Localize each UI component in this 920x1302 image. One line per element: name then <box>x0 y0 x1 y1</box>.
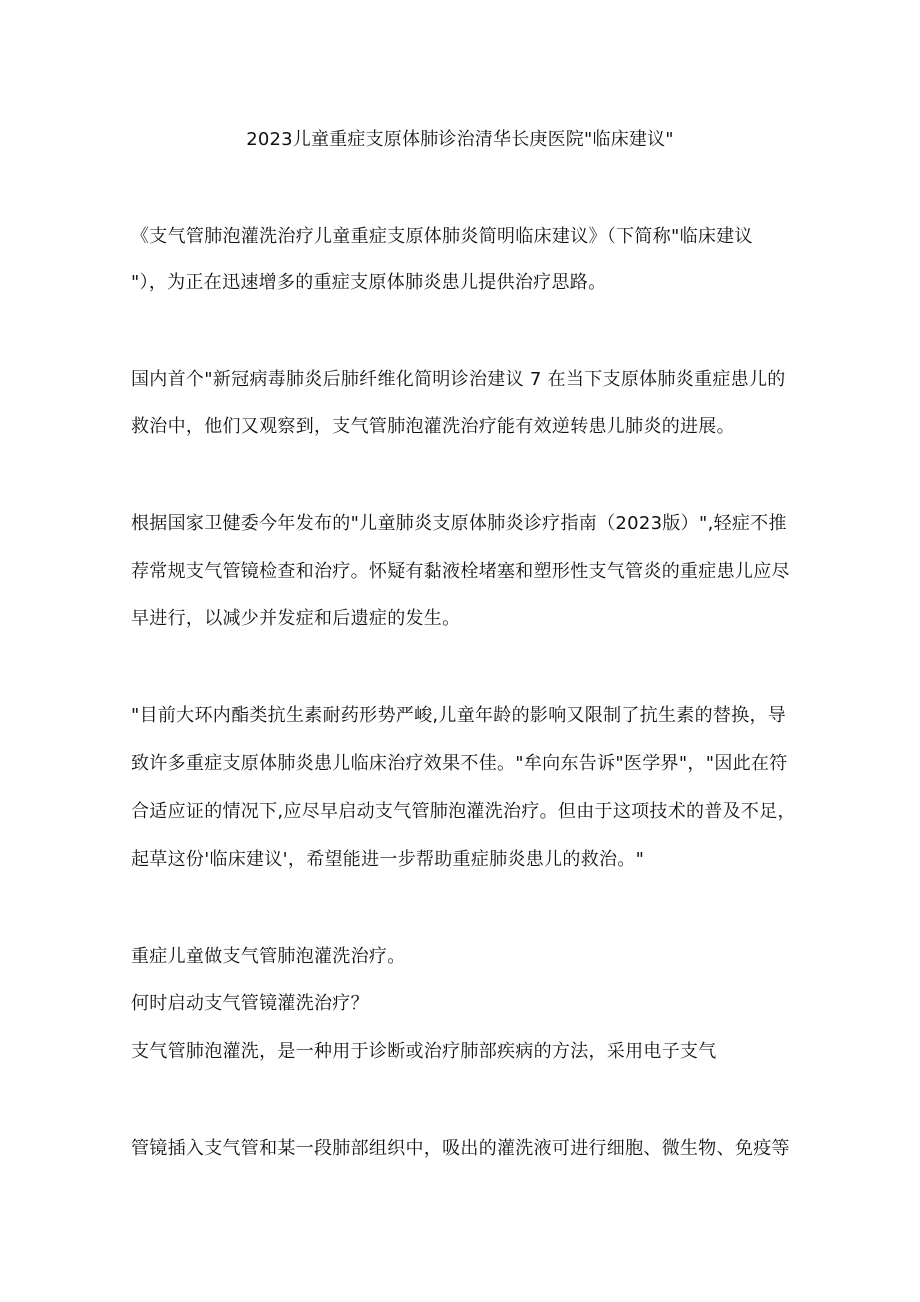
text-line: 早进行，以减少并发症和后遗症的发生。 <box>131 608 461 629</box>
text-line: 支气管肺泡灌洗，是一种用于诊断或治疗肺部疾病的方法，采用电子支气 <box>131 1041 717 1062</box>
text-line: "），为正在迅速增多的重症支原体肺炎患儿提供治疗思路。 <box>131 272 607 293</box>
text-line: 根据国家卫健委今年发布的"儿童肺炎支原体肺炎诊疗指南（2023版）",轻症不推 <box>131 513 787 534</box>
text-line: 救治中，他们又观察到，支气管肺泡灌洗治疗能有效逆转患儿肺炎的进展。 <box>131 416 735 437</box>
text-line: 管镜插入支气管和某一段肺部组织中，吸出的灌洗液可进行细胞、微生物、免疫等 <box>131 1138 790 1159</box>
document-title: 2023儿童重症支原体肺诊治清华长庚医院"临床建议" <box>246 129 674 150</box>
section-heading: 何时启动支气管镜灌洗治疗？ <box>131 993 369 1014</box>
text-line: 《支气管肺泡灌洗治疗儿童重症支原体肺炎简明临床建议》（下简称"临床建议 <box>131 226 753 247</box>
text-line: 致许多重症支原体肺炎患儿临床治疗效果不佳。"牟向东告诉"医学界"，"因此在符 <box>131 753 788 774</box>
text-line: 起草这份'临床建议'，希望能进一步帮助重症肺炎患儿的救治。" <box>131 849 645 870</box>
text-line: 合适应证的情况下,应尽早启动支气管肺泡灌洗治疗。但由于这项技术的普及不足， <box>131 801 796 822</box>
text-line: 荐常规支气管镜检查和治疗。怀疑有黏液栓堵塞和塑形性支气管炎的重症患儿应尽 <box>131 561 790 582</box>
text-line: "目前大环内酯类抗生素耐药形势严峻,儿童年龄的影响又限制了抗生素的替换，导 <box>131 705 787 726</box>
text-line: 国内首个"新冠病毒肺炎后肺纤维化简明诊治建议 7 在当下支原体肺炎重症患儿的 <box>131 369 786 390</box>
text-line: 重症儿童做支气管肺泡灌洗治疗。 <box>131 946 406 967</box>
